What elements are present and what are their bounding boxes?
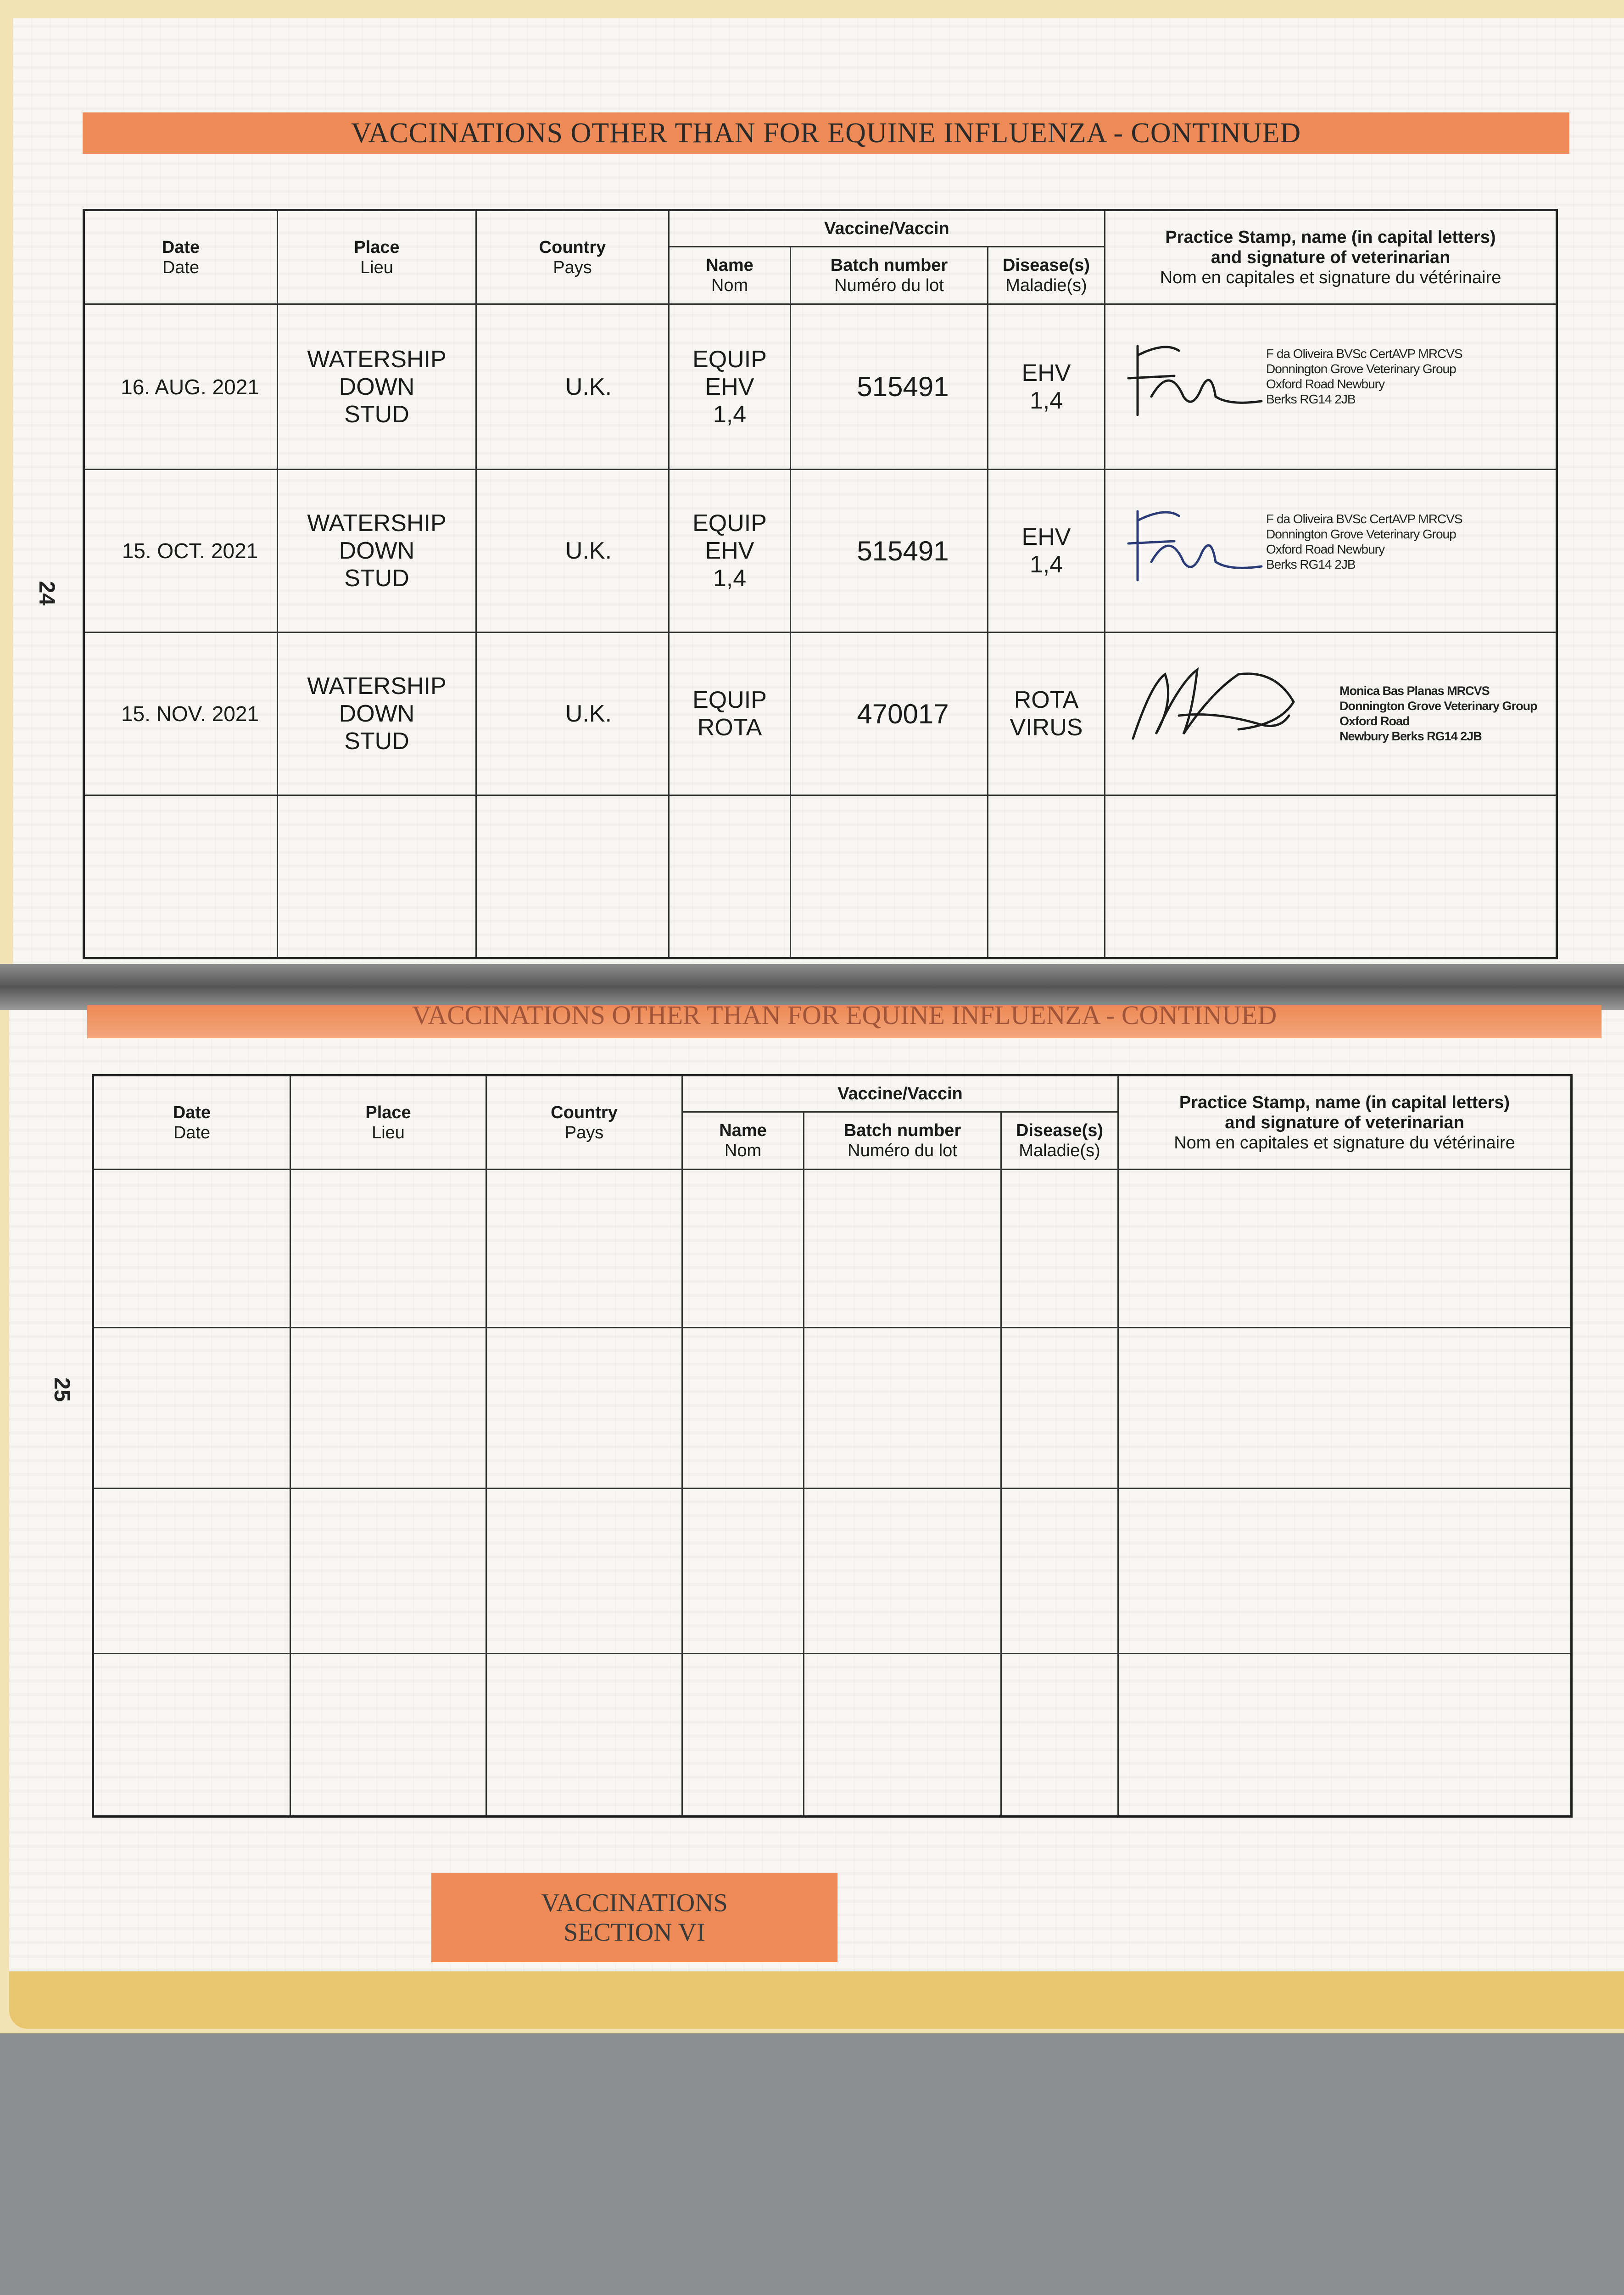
stamp-line: Donnington Grove Veterinary Group [1339,699,1537,713]
page-24-number: 24 [34,581,59,606]
header-country: Country Pays [476,210,669,304]
handwritten-line: EQUIP [692,687,767,713]
country-cell: U.K. [476,633,669,795]
handwritten-line: WATERSHIP [307,673,446,700]
handwritten-line: STUD [344,565,409,592]
veterinarian-signature [1124,328,1271,438]
handwritten-line: EQUIP [692,510,767,537]
date-cell: 15. NOV. 2021 [84,633,278,795]
header-practice-stamp: Practice Stamp, name (in capital letters) and signature of veterinarian Nom en capitales et signature du vétérinaire [1105,210,1557,304]
stamp-line: Oxford Road [1339,714,1410,728]
header-vaccine: Vaccine/Vaccin [669,210,1105,247]
header-batch: Batch number Numéro du lot [791,247,988,304]
header-batch: Batch number Numéro du lot [804,1112,1001,1170]
header-place: Place Lieu [290,1075,486,1170]
batch-number-cell: 470017 [791,633,988,795]
header-date: Date Date [93,1075,290,1170]
handwritten-line: 1,4 [1029,387,1063,414]
stamp-line: F da Oliveira BVSc CertAVP MRCVS [1266,512,1462,526]
handwritten-line: 1,4 [713,565,747,592]
page-25-number: 25 [50,1377,74,1402]
stamp-line: Berks RG14 2JB [1266,392,1356,406]
handwritten-line: EHV [705,373,754,400]
header-vaccine: Vaccine/Vaccin [682,1075,1118,1112]
vaccination-row [84,470,1557,633]
vaccination-table-page-25 [92,1074,1573,1818]
handwritten-line: ROTA [697,714,762,741]
handwritten-line: ROTA [1014,687,1079,713]
place-cell [278,470,476,633]
handwritten-line: 1,4 [1029,551,1063,578]
empty-row [93,1654,1572,1817]
handwritten-line: VIRUS [1010,714,1083,741]
batch-number-cell: 515491 [791,304,988,470]
handwritten-line: DOWN [339,700,415,727]
handwritten-line: EHV [1021,524,1071,550]
header-name: Name Nom [669,247,791,304]
header-practice-stamp: Practice Stamp, name (in capital letters) and signature of veterinarian Nom en capitales et signature du vétérinaire [1118,1075,1572,1170]
empty-row [93,1489,1572,1654]
date-cell: 16. AUG. 2021 [84,304,278,470]
book-spine [0,964,1624,1010]
handwritten-line: DOWN [339,537,415,564]
veterinarian-signature [1124,656,1307,766]
date-cell: 15. OCT. 2021 [84,470,278,633]
handwritten-line: DOWN [339,373,415,400]
stamp-line: Donnington Grove Veterinary Group [1266,527,1456,541]
header-date: Date Date [84,210,278,304]
handwritten-line: EHV [1021,359,1071,386]
header-country: Country Pays [486,1075,682,1170]
header-disease: Disease(s) Maladie(s) [988,247,1105,304]
disease-cell [988,470,1105,633]
handwritten-line: WATERSHIP [307,346,446,373]
handwritten-line: EQUIP [692,346,767,373]
vaccination-table-page-24 [83,209,1558,959]
empty-row [84,795,1557,958]
stamp-line: Oxford Road Newbury [1266,542,1385,556]
practice-stamp-cell [1105,470,1557,633]
practice-stamp [1339,683,1537,744]
header-disease: Disease(s) Maladie(s) [1001,1112,1118,1170]
practice-stamp-cell [1105,304,1557,470]
vaccination-row [84,304,1557,470]
header-name: Name Nom [682,1112,804,1170]
stamp-line: Berks RG14 2JB [1266,557,1356,571]
country-cell: U.K. [476,470,669,633]
batch-number-cell: 515491 [791,470,988,633]
stamp-line: Newbury Berks RG14 2JB [1339,729,1482,743]
vaccination-row [84,633,1557,795]
stamp-line: Donnington Grove Veterinary Group [1266,362,1456,376]
place-cell [278,304,476,470]
vaccine-name-cell [669,304,791,470]
empty-row [93,1328,1572,1489]
country-cell: U.K. [476,304,669,470]
place-cell [278,633,476,795]
header-place: Place Lieu [278,210,476,304]
stamp-line: Oxford Road Newbury [1266,377,1385,391]
cover-edge [9,1969,1624,2029]
section-label: VACCINATIONS SECTION VI [431,1873,837,1962]
handwritten-line: 1,4 [713,401,747,428]
practice-stamp [1266,346,1462,407]
page-25-banner: VACCINATIONS OTHER THAN FOR EQUINE INFLUENZA - CONTINUED [87,1005,1602,1038]
vaccine-name-cell [669,633,791,795]
vaccine-name-cell [669,470,791,633]
practice-stamp [1266,511,1462,572]
stamp-line: F da Oliveira BVSc CertAVP MRCVS [1266,347,1462,361]
handwritten-line: EHV [705,537,754,564]
empty-row [93,1170,1572,1328]
stamp-line: Monica Bas Planas MRCVS [1339,684,1490,698]
disease-cell [988,633,1105,795]
disease-cell [988,304,1105,470]
veterinarian-signature [1124,493,1271,603]
page-24-banner: VACCINATIONS OTHER THAN FOR EQUINE INFLUENZA - CONTINUED [83,112,1569,154]
practice-stamp-cell [1105,633,1557,795]
handwritten-line: WATERSHIP [307,510,446,537]
handwritten-line: STUD [344,401,409,428]
handwritten-line: STUD [344,728,409,755]
